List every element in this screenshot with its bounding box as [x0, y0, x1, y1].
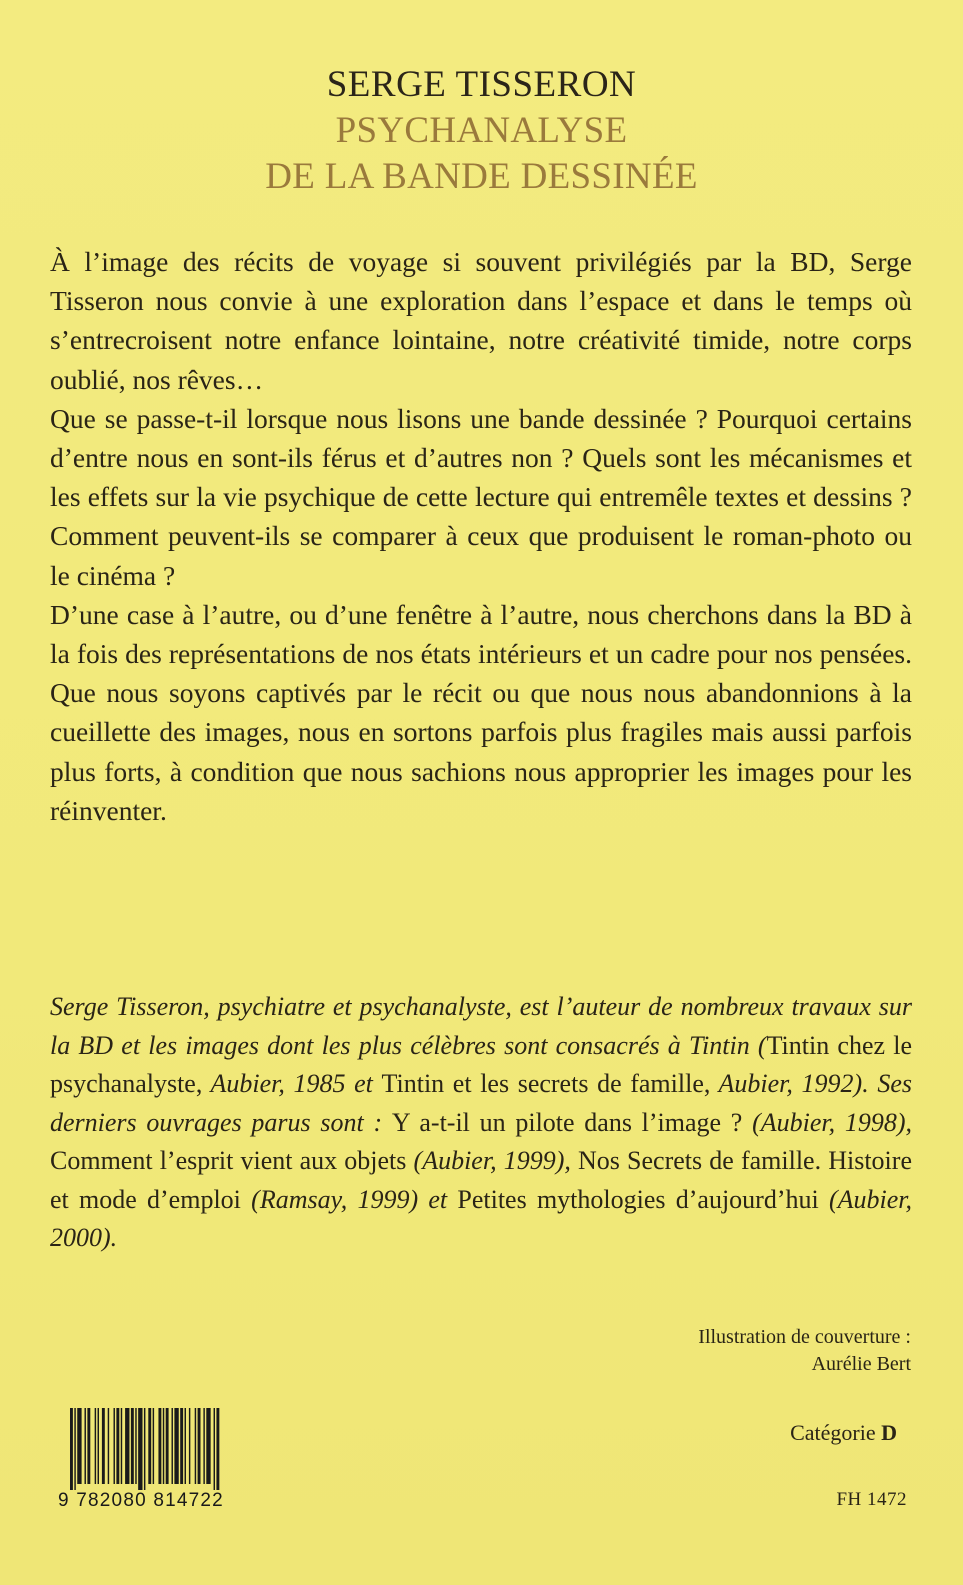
blurb — [50, 242, 912, 830]
bio-text: Aubier, 1985 et — [202, 1069, 382, 1098]
catalog-code: FH 1472 — [836, 1489, 907, 1510]
bio-text: (Aubier, 1998), — [742, 1107, 912, 1137]
category-label: Catégorie — [790, 1420, 876, 1445]
bio-work-title: Tintin et les secrets de famille, — [381, 1069, 711, 1098]
author-bio — [50, 988, 912, 1258]
bio-text: (Ramsay, 1999) et — [240, 1184, 458, 1214]
cover-credit — [511, 1324, 911, 1378]
author-bio-paragraph — [50, 988, 912, 1258]
blurb-paragraph: À l’image des récits de voyage si souvent privilégiés par la BD, Serge Tisseron nous convie à une exploration dans l’espace et dans le temps où s’entrecroisent notre enfance lointaine, notre créativité timide, notre corps oublié, nos rêves… — [50, 246, 912, 395]
bio-work-title: Tintin chez le psychanalyste, — [50, 1030, 912, 1098]
barcode-bars — [70, 1408, 275, 1490]
cover-credit-name: Aurélie Bert — [811, 1353, 911, 1375]
blurb-paragraph: D’une case à l’autre, ou d’une fenêtre à l’autre, nous cherchons dans la BD à la fois des représentations de nos états intérieurs et un cadre pour nos pensées. Que nous soyons captivés par le récit ou que nous nous abandonnions à la cueillette des images, nous en sortons parfois plus fragiles mais aussi parfois plus forts, à condition que nous sachions nous approprier les images pour les réinventer. — [50, 598, 912, 826]
category-value: D — [881, 1420, 897, 1445]
bio-work-title: Y a-t-il un pilote dans l’image ? — [391, 1107, 743, 1137]
bio-text: (Aubier, 2000). — [50, 1184, 913, 1252]
bio-work-title: Petites mythologies d’aujourd’hui — [457, 1184, 819, 1214]
book-title-line-2: DE LA BANDE DESSINÉE — [265, 156, 698, 197]
bio-work-title: Nos Secrets de famille. Histoire et mode d’emploi — [50, 1146, 912, 1214]
category — [790, 1420, 897, 1446]
bio-work-title: Comment l’esprit vient aux objets — [50, 1146, 407, 1175]
blurb-paragraph: Que se passe-t-il lorsque nous lisons une bande dessinée ? Pourquoi certains d’entre nous en sont-ils férus et d’autres non ? Quels sont les mécanismes et les effets sur la vie psychique de cette lecture qui entremêle textes et dessins ? Comment peuvent-ils se comparer à ceux que produisent le roman-photo ou le cinéma ? — [50, 402, 912, 591]
book-title-line-1: PSYCHANALYSE — [335, 110, 628, 151]
author-name: SERGE TISSERON — [326, 64, 637, 105]
header — [0, 62, 963, 200]
barcode-digits: 9 782080 814722 — [58, 1490, 224, 1511]
bio-text: Serge Tisseron, psychiatre et psychanalyste, est l’auteur de nombreux travaux sur la BD et les images dont les plus célèbres sont consacrés à Tintin ( — [50, 992, 912, 1060]
barcode — [58, 1408, 278, 1518]
bio-text: Aubier, 1992). Ses derniers ouvrages parus sont : — [50, 1069, 912, 1137]
bio-text: (Aubier, 1999), — [406, 1146, 579, 1175]
cover-credit-label: Illustration de couverture : — [698, 1326, 911, 1348]
